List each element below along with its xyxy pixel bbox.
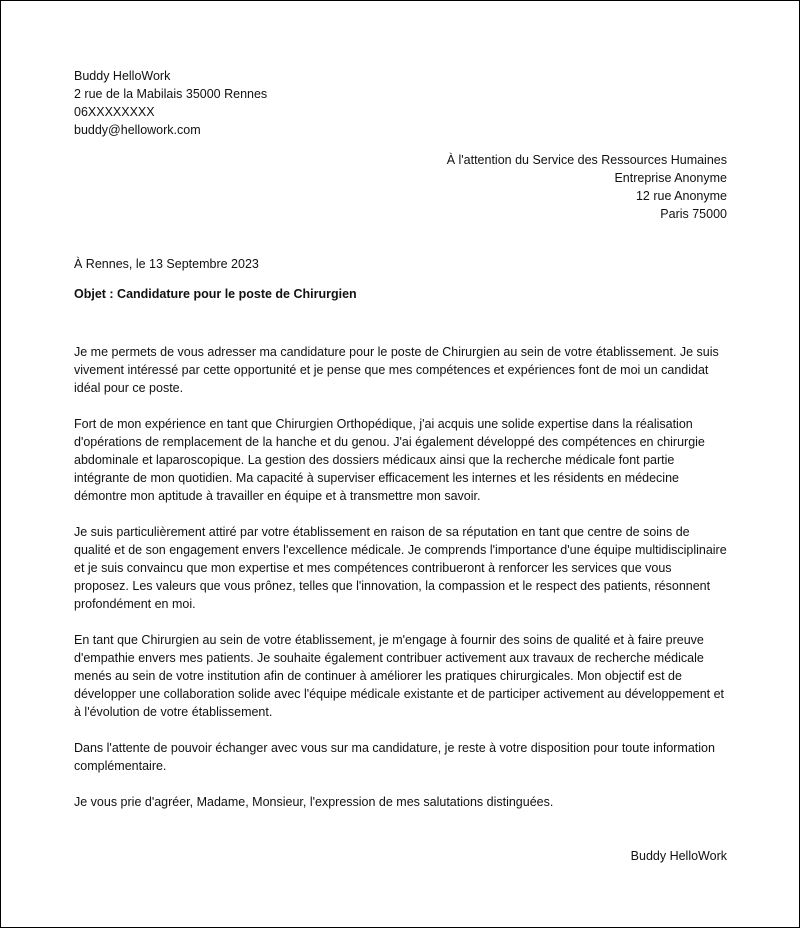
- paragraph: Dans l'attente de pouvoir échanger avec vous sur ma candidature, je reste à votre disposition pour toute information complémentaire.: [74, 741, 715, 773]
- recipient-block: [447, 151, 727, 223]
- recipient-city: Paris 75000: [660, 207, 727, 221]
- recipient-attention: À l'attention du Service des Ressources Humaines: [446, 153, 727, 167]
- paragraph: Je me permets de vous adresser ma candidature pour le poste de Chirurgien au sein de votre établissement. Je suis vivement intéressé par cette opportunité et je pense que mes compétences et expériences font de moi un candidat idéal pour ce poste.: [74, 345, 719, 395]
- paragraph: Fort de mon expérience en tant que Chirurgien Orthopédique, j'ai acquis une solide expertise dans la réalisation d'opérations de remplacement de la hanche et du genou. J'ai également développé des compétences en chirurgie abdominale et laparoscopique. La gestion des dossiers médicaux ainsi que la recherche médicale font partie intégrante de mon quotidien. Ma capacité à superviser efficacement les internes et les résidents en médecine démontre mon aptitude à travailler en équipe et à transmettre mon savoir.: [74, 417, 705, 503]
- letter-body: [74, 343, 729, 829]
- recipient-company: Entreprise Anonyme: [614, 171, 727, 185]
- recipient-street: 12 rue Anonyme: [635, 189, 727, 203]
- sender-name: Buddy HelloWork: [74, 69, 171, 83]
- sender-block: [74, 67, 267, 139]
- paragraph: Je vous prie d'agréer, Madame, Monsieur, l'expression de mes salutations distinguées.: [74, 795, 554, 809]
- paragraph: En tant que Chirurgien au sein de votre établissement, je m'engage à fournir des soins de qualité et à faire preuve d'empathie envers mes patients. Je souhaite également contribuer activement aux travaux de recherche médicale menés au sein de votre institution afin de continuer à améliorer les pratiques chirurgicales. Mon objectif est de développer une collaboration solide avec l'équipe médicale existante et de participer activement au développement et à l'évolution de votre établissement.: [74, 633, 725, 719]
- sender-email: buddy@hellowork.com: [74, 123, 201, 137]
- paragraph: Je suis particulièrement attiré par votre établissement en raison de sa réputation en tant que centre de soins de qualité et de son engagement envers l'excellence médicale. Je comprends l'importance d'une équipe multidisciplinaire et je suis convaincu que mon expertise et mes compétences contribueront à renforcer les services que vous proposez. Les valeurs que vous prônez, telles que l'innovation, la compassion et le respect des patients, résonnent profondément en moi.: [74, 525, 727, 611]
- subject-line: Objet : Candidature pour le poste de Chirurgien: [74, 287, 357, 301]
- signature: Buddy HelloWork: [630, 849, 727, 863]
- sender-address: 2 rue de la Mabilais 35000 Rennes: [74, 87, 268, 101]
- date-line: À Rennes, le 13 Septembre 2023: [74, 257, 259, 271]
- sender-phone: 06XXXXXXXX: [74, 105, 155, 119]
